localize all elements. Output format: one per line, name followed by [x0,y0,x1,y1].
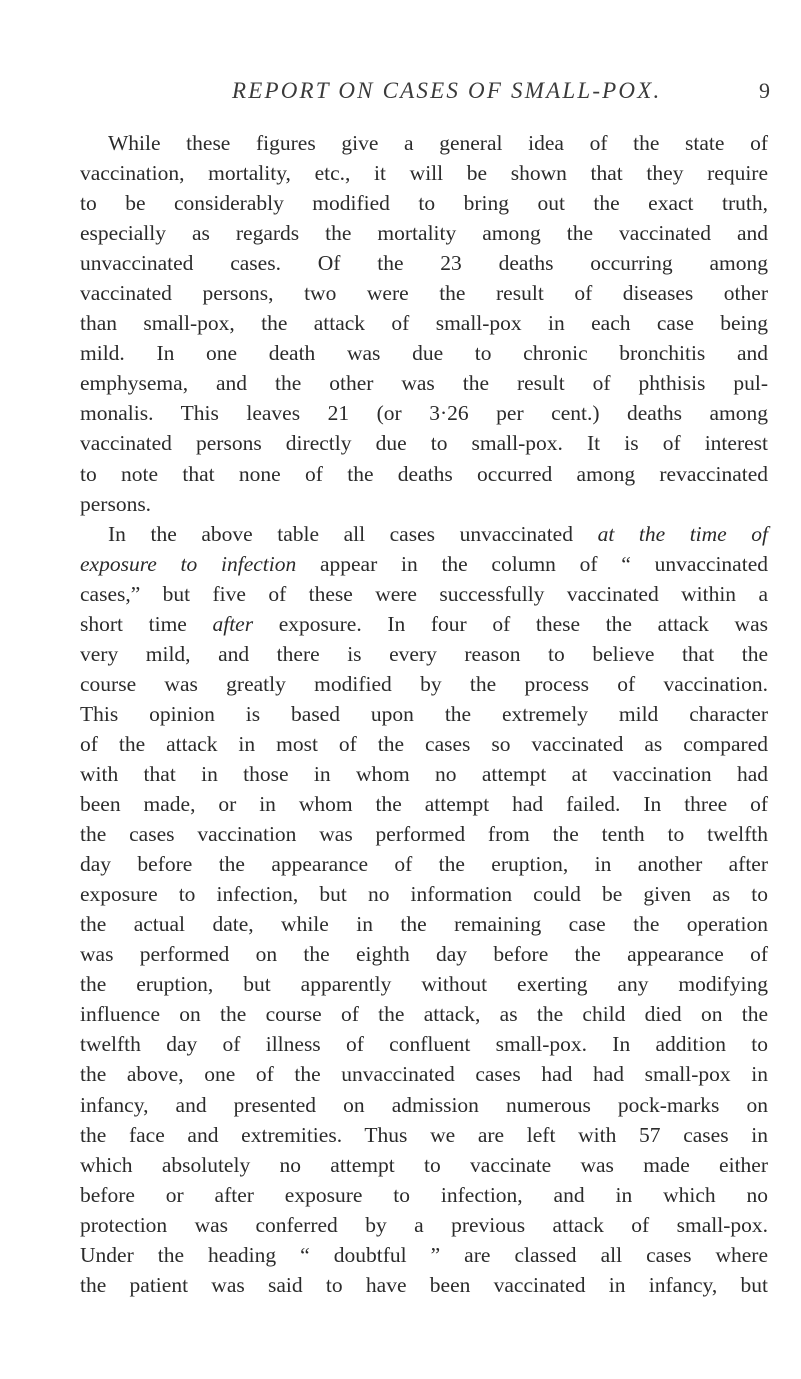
text-line [80,669,768,699]
text-segment: the actual date, while in the remaining case the operation [80,912,768,937]
text-line [80,699,768,729]
text-line [80,188,768,218]
text-segment: emphysema, and the other was the result of phthisis pul- [80,371,768,396]
text-segment: vaccinated persons directly due to small-pox. It is of interest [80,431,768,456]
text-line [80,1180,768,1210]
text-line [80,308,768,338]
text-segment: day before the appearance of the eruption, in another after [80,852,768,877]
text-segment: short time [80,611,213,636]
text-segment: the above, one of the unvaccinated cases had had small-pox in [80,1062,768,1087]
text-line [80,609,768,639]
text-segment: with that in those in whom no attempt at vaccination had [80,761,768,786]
text-line [80,909,768,939]
text-line [80,158,768,188]
text-segment: In the above table all cases unvaccinated [108,521,598,546]
italic-text: at the time of [597,521,769,546]
text-line [80,969,768,999]
text-segment: This opinion is based upon the extremely mild character [80,701,768,726]
running-head [80,78,770,106]
text-line [80,248,768,278]
text-segment: twelfth day of illness of confluent small-pox. In addition to [80,1032,768,1057]
text-line [80,128,768,158]
text-segment: mild. In one death was due to chronic bronchitis and [80,341,768,366]
text-line [80,939,768,969]
text-line [80,759,768,789]
text-line [80,278,768,308]
text-line [80,459,768,489]
text-line [80,1059,768,1089]
text-segment: which absolutely no attempt to vaccinate was made either [80,1152,768,1177]
text-line [80,789,768,819]
text-segment: persons. [80,491,152,516]
text-segment: the face and extremities. Thus we are left with 57 cases in [80,1122,768,1147]
text-line [80,218,768,248]
italic-text: after [212,611,254,636]
text-segment: before or after exposure to infection, and in which no [80,1182,768,1207]
text-line [80,879,768,909]
text-line [80,368,768,398]
text-line [80,1090,768,1120]
text-line [80,549,768,579]
text-segment: of the attack in most of the cases so vaccinated as compared [80,731,768,756]
text-line [80,999,768,1029]
text-line [80,519,768,549]
text-segment: than small-pox, the attack of small-pox in each case being [80,311,768,336]
text-segment: cases,” but five of these were successfully vaccinated within a [80,581,768,606]
text-segment: vaccination, mortality, etc., it will be shown that they require [80,161,768,186]
text-segment: especially as regards the mortality among the vaccinated and [80,221,768,246]
text-line [80,1029,768,1059]
text-line [80,398,768,428]
page-number: 9 [759,78,770,103]
text-line [80,729,768,759]
text-segment: been made, or in whom the attempt had failed. In three of [80,792,768,817]
text-segment: exposure to infection, but no information could be given as to [80,882,768,907]
body-text [80,128,768,1300]
text-line [80,1120,768,1150]
text-segment: Under the heading “ doubtful ” are classed all cases where [80,1242,768,1267]
text-segment: appear in the column of “ unvaccinated [296,551,768,576]
text-line [80,428,768,458]
text-line [80,639,768,669]
text-segment: unvaccinated cases. Of the 23 deaths occurring among [80,251,768,276]
text-line [80,489,768,519]
text-segment: was performed on the eighth day before the appearance of [80,942,768,967]
text-line [80,1210,768,1240]
text-segment: infancy, and presented on admission numerous pock-marks on [80,1092,768,1117]
text-line [80,849,768,879]
text-line [80,1270,768,1300]
text-line [80,1240,768,1270]
text-segment: exposure. In four of these the attack was [253,611,768,636]
text-line [80,579,768,609]
text-line [80,338,768,368]
italic-text: exposure to infection [80,551,297,576]
text-line [80,1150,768,1180]
text-segment: course was greatly modified by the process of vaccination. [80,671,768,696]
text-segment: vaccinated persons, two were the result of diseases other [80,281,768,306]
text-segment: to be considerably modified to bring out the exact truth, [80,191,768,216]
text-segment: influence on the course of the attack, as the child died on the [80,1002,768,1027]
text-segment: to note that none of the deaths occurred among revaccinated [80,461,768,486]
text-segment: the patient was said to have been vaccinated in infancy, but [80,1272,768,1297]
text-segment: the cases vaccination was performed from the tenth to twelfth [80,822,768,847]
text-segment: While these figures give a general idea of the state of [108,131,768,155]
text-segment: monalis. This leaves 21 (or 3·26 per cent.) deaths among [80,401,768,426]
text-segment: the eruption, but apparently without exerting any modifying [80,972,768,997]
running-title: REPORT ON CASES OF SMALL-POX. [232,78,662,103]
text-segment: very mild, and there is every reason to believe that the [80,641,768,666]
text-line [80,819,768,849]
text-segment: protection was conferred by a previous attack of small-pox. [80,1212,768,1237]
